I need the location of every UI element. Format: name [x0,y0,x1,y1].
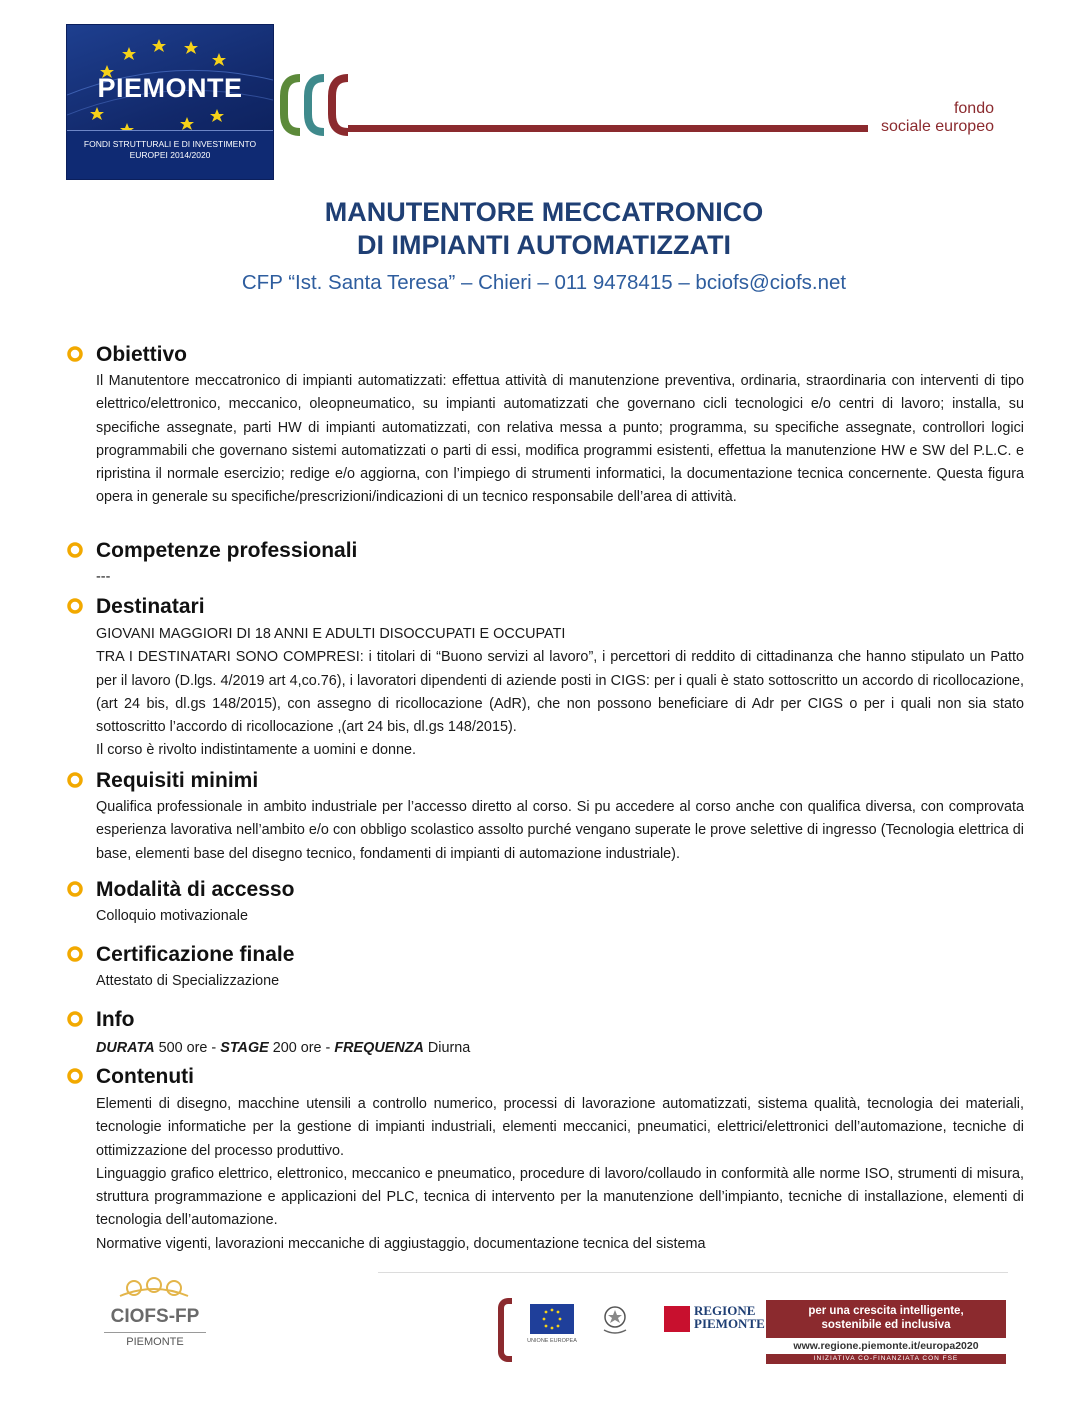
section-body [96,566,1024,589]
ciofs-rule [104,1332,206,1333]
modalita-text: Colloquio motivazionale [96,908,248,924]
course-contact-subtitle: CFP “Ist. Santa Teresa” – Chieri – 011 9478415 – bciofs@ciofs.net [241,271,847,294]
fse-line1: fondo [953,100,994,117]
destinatari-line2: TRA I DESTINATARI SONO COMPRESI: i titolari di “Buono servizi al lavoro”, i percettori di reddito di cittadinanza che hanno stipulato un Patto per il lavoro (D.lgs. 4/2019 art 4,co.76), i lavoratori dipendenti di aziende posti in CIGS: per i quali è stato sottoscritto un accordo di ricollocazione,(art 24 bis, dl.gs 148/2015), con assegno di ricollocazione (AdR), che non possono beneficiare di Adr per CIGS o per i quali non sia stato sottoscritto l’accordo di ricollocazione ,(art 24 bis, dl.gs 148/2015). [96,649,1024,736]
info-stage-label: STAGE [220,1040,269,1056]
cofinanced-label: INIZIATIVA CO-FINANZIATA CON FSE [766,1354,1006,1364]
section-body [96,970,1024,993]
section-bullet-icon [66,945,84,963]
funding-banner [498,1298,1008,1364]
regione-line2: PIEMONTE [694,1316,765,1331]
section-body [96,1093,1024,1256]
section-bullet-icon [66,345,84,363]
section-body [96,370,1024,510]
section-title: Certificazione finale [96,943,295,966]
italian-emblem-icon [600,1302,630,1336]
course-title-line2: DI IMPIANTI AUTOMATIZZATI [357,230,731,260]
section-body [96,796,1024,866]
section-body [96,623,1024,763]
info-durata-value: 500 ore - [154,1040,221,1056]
fse-wordmark [874,100,994,136]
regione-url: www.regione.piemonte.it/europa2020 [793,1340,979,1352]
course-title-line1: MANUTENTORE MECCATRONICO [324,197,764,227]
certificazione-text: Attestato di Specializzazione [96,973,280,989]
destinatari-line1: GIOVANI MAGGIORI DI 18 ANNI E ADULTI DISOCCUPATI E OCCUPATI [96,626,566,642]
section-bullet-icon [66,771,84,789]
regione-name [694,1304,765,1330]
competenze-text: --- [96,569,111,585]
ciofs-name: CIOFS-FP [110,1306,200,1327]
fse-line2: sociale europeo [881,118,994,135]
requisiti-text: Qualifica professionale in ambito industriale per l’accesso diretto al corso. Si pu accedere al corso anche con qualifica diversa, con comprovata esperienza lavorativa nell’ambito e/o con obbligo scolastico assolto purché vengano superate le prove selettive di ingresso (Tecnologia elettrica di base, elementi base del disegno tecnico, fondamenti di impianti di automazione industriale). [96,799,1024,862]
info-stage-value: 200 ore - [268,1040,335,1056]
section-bullet-icon [66,880,84,898]
ciofs-rings-icon [114,1276,194,1300]
eu-caption: UNIONE EUROPEA [527,1338,577,1344]
section-title: Destinatari [96,595,205,618]
regione-line1: REGIONE [694,1303,756,1318]
section-title: Modalità di accesso [96,878,295,901]
fse-logo-mark [278,70,868,140]
piemonte-fesi-logo [66,24,274,180]
contenuti-para3: Normative vigenti, lavorazioni meccaniche di aggiustaggio, documentazione tecnica del sistema [96,1235,706,1252]
ciofs-fp-logo [96,1276,214,1356]
obiettivo-text: Il Manutentore meccatronico di impianti automatizzati: effettua attività di manutenzione preventiva, ordinaria, straordinaria con interventi di tipo elettrico/elettronico, meccanico, oleopneumatico, su impianti automatizzati che governano cicli tecnologici e/o centri di lavoro; installa, su specifiche assegnate, parti HW di impianti automatizzati, con relativa messa a punto; programma, su specifiche assegnate, controllori logici programmabili che governano sistemi automatizzati o parti di essi, modifica programmi esistenti, effettua la manutenzione HW e SW del P.L.C. e ripristina il normale esercizio; redige e/o aggiorna, con l’impiego di strumenti informatici, la documentazione tecnica concernente. Questa figura opera in generale su specifiche/prescrizioni/indicazioni di un tecnico responsabile dell’area di attività. [96,373,1024,506]
section-body [96,1037,1024,1060]
piemonte-logo-band [67,130,273,179]
europe2020-slogan [766,1300,1006,1338]
info-line [96,1037,1024,1060]
regione-piemonte-flag-icon [664,1306,690,1332]
info-frequenza-label: FREQUENZA [334,1040,424,1056]
section-title: Contenuti [96,1065,194,1088]
section-body [96,905,1024,928]
info-durata-label: DURATA [96,1040,155,1056]
piemonte-logo-word: PIEMONTE [97,73,243,103]
course-title [0,196,1088,262]
section-title: Obiettivo [96,343,188,366]
section-title: Competenze professionali [96,539,358,562]
section-bullet-icon [66,541,84,559]
section-bullet-icon [66,1067,84,1085]
banner-bracket [498,1298,512,1362]
section-title: Requisiti minimi [96,769,259,792]
contenuti-para1: Elementi di disegno, macchine utensili a controllo numerico, processi di lavorazione automatizzati, sistema qualità, tecnologia dei materiali, tecnologie informatiche per la gestione di impianti industriali, elementi meccanici, pneumatici, elettrici/elettronici dell’automazione, tecniche di ottimizzazione del processo produttivo. [96,1096,1024,1159]
section-title: Info [96,1008,135,1031]
info-frequenza-value: Diurna [423,1040,471,1056]
piemonte-logo-band-line1: FONDI STRUTTURALI E DI INVESTIMENTO [83,139,257,149]
section-bullet-icon [66,597,84,615]
contenuti-para2: Linguaggio grafico elettrico, elettronico, meccanico e pneumatico, procedure di lavoro/collaudo in conformità alle norme ISO, strumenti di misura, struttura programmazione e applicazioni del PLC, tecnica di intervento per la manutenzione dell’impianto, tecniche di installazione, elementi di tecnologia dell’automazione. [96,1165,1024,1229]
slogan-line1: per una crescita intelligente, [808,1305,964,1317]
section-bullet-icon [66,1010,84,1028]
piemonte-logo-band-line2: EUROPEI 2014/2020 [129,150,211,160]
eu-flag-icon [530,1304,574,1334]
destinatari-line3: Il corso è rivolto indistintamente a uomini e donne. [96,742,416,759]
slogan-line2: sostenibile ed inclusiva [821,1319,951,1331]
footer-divider [378,1272,1008,1273]
ciofs-region: PIEMONTE [126,1336,184,1348]
